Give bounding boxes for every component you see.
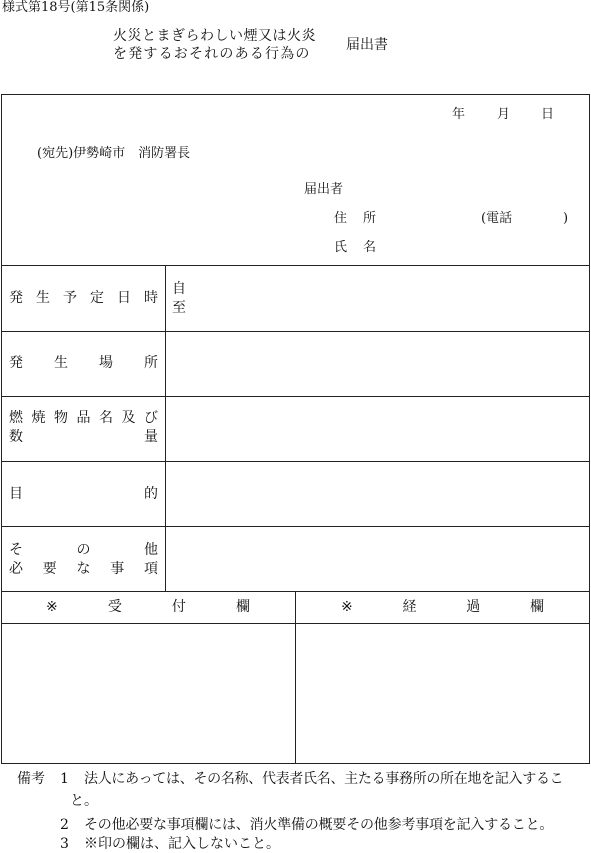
name-label-1: 氏 <box>334 240 348 255</box>
purpose-label <box>9 485 158 503</box>
date-day: 日 <box>541 107 555 122</box>
rule-label-column <box>165 265 166 591</box>
items-char: 名 <box>99 410 113 426</box>
address-label-1: 住 <box>334 211 348 226</box>
title-suffix: 届出書 <box>346 37 388 53</box>
rule-top-section <box>1 265 590 266</box>
reception-field[interactable] <box>3 626 293 762</box>
progress-char: 過 <box>466 599 481 615</box>
notes-label: 備考 <box>17 771 45 787</box>
other-char: 項 <box>144 561 158 577</box>
schedule-char: 時 <box>144 290 158 306</box>
items-char: 量 <box>144 429 158 445</box>
progress-field[interactable] <box>298 626 588 762</box>
schedule-char: 日 <box>117 290 131 306</box>
items-char: び <box>144 410 158 426</box>
items-value-field[interactable] <box>168 399 586 459</box>
schedule-label <box>9 289 158 307</box>
purpose-value-field[interactable] <box>168 464 586 524</box>
rule-purpose <box>1 526 590 527</box>
schedule-char: 予 <box>63 290 77 306</box>
note-number: 1 <box>60 771 69 787</box>
schedule-char: 発 <box>9 290 23 306</box>
other-value-field[interactable] <box>168 529 586 589</box>
items-char: 品 <box>76 410 91 426</box>
schedule-value-field[interactable] <box>190 268 586 328</box>
reception-char: 受 <box>107 599 122 615</box>
other-char: 事 <box>110 561 125 577</box>
addressee: (宛先)伊勢崎市 消防署長 <box>37 146 191 161</box>
place-value-field[interactable] <box>168 334 586 394</box>
note-text: 法人にあっては、その名称、代表者氏名、主たる事務所の所在地を記入するこ <box>84 771 564 787</box>
title-line-2: を発するおそれのある行為の <box>113 46 311 62</box>
purpose-char: 的 <box>144 486 158 502</box>
items-char: 物 <box>54 410 68 426</box>
place-char: 生 <box>54 355 68 371</box>
other-char: そ <box>9 542 23 558</box>
progress-char: 経 <box>402 599 417 615</box>
purpose-char: 目 <box>9 486 23 502</box>
schedule-char: 定 <box>90 290 104 306</box>
applicant-label: 届出者 <box>304 182 344 197</box>
reception-char: 欄 <box>235 599 250 615</box>
schedule-to: 至 <box>172 300 186 316</box>
schedule-from: 自 <box>172 281 186 297</box>
place-char: 場 <box>99 355 113 371</box>
phone-label: (電話 <box>481 211 513 226</box>
items-char: 焼 <box>31 410 46 426</box>
progress-header <box>341 598 544 616</box>
other-label-line-2 <box>9 560 158 578</box>
rule-place <box>1 396 590 397</box>
date-year: 年 <box>452 107 466 122</box>
rule-items <box>1 461 590 462</box>
note-text-continued: と。 <box>70 793 98 809</box>
other-char: 必 <box>9 561 23 577</box>
rule-reception-divider <box>295 591 296 764</box>
title-line-1: 火災とまぎらわしい煙又は火炎 <box>113 28 316 44</box>
address-label-2: 所 <box>363 211 377 226</box>
other-char: な <box>76 561 91 577</box>
other-char: 他 <box>144 542 158 558</box>
name-label-2: 名 <box>363 240 377 255</box>
other-char: 要 <box>42 561 57 577</box>
schedule-char: 生 <box>36 290 50 306</box>
place-char: 発 <box>9 355 23 371</box>
items-char: 数 <box>9 429 23 445</box>
note-text: ※印の欄は、記入しないこと。 <box>84 836 280 852</box>
phone-close: ) <box>563 211 569 226</box>
place-char: 所 <box>144 355 158 371</box>
reception-header <box>46 598 250 616</box>
items-label-line-2 <box>9 428 158 446</box>
reception-char: ※ <box>46 599 58 615</box>
progress-char: ※ <box>341 599 353 615</box>
place-label <box>9 354 158 372</box>
date-month: 月 <box>497 107 511 122</box>
items-label-line-1 <box>9 409 158 427</box>
note-number: 3 <box>60 836 69 852</box>
form-number: 様式第18号(第15条関係) <box>2 0 150 15</box>
rule-schedule <box>1 331 590 332</box>
note-number: 2 <box>60 817 69 833</box>
progress-char: 欄 <box>529 599 544 615</box>
items-char: 及 <box>121 410 136 426</box>
items-char: 燃 <box>9 410 23 426</box>
other-char: の <box>76 542 91 558</box>
note-text: その他必要な事項欄には、消火準備の概要その他参考事項を記入すること。 <box>84 817 554 833</box>
reception-char: 付 <box>171 599 186 615</box>
other-label-line-1 <box>9 541 158 559</box>
